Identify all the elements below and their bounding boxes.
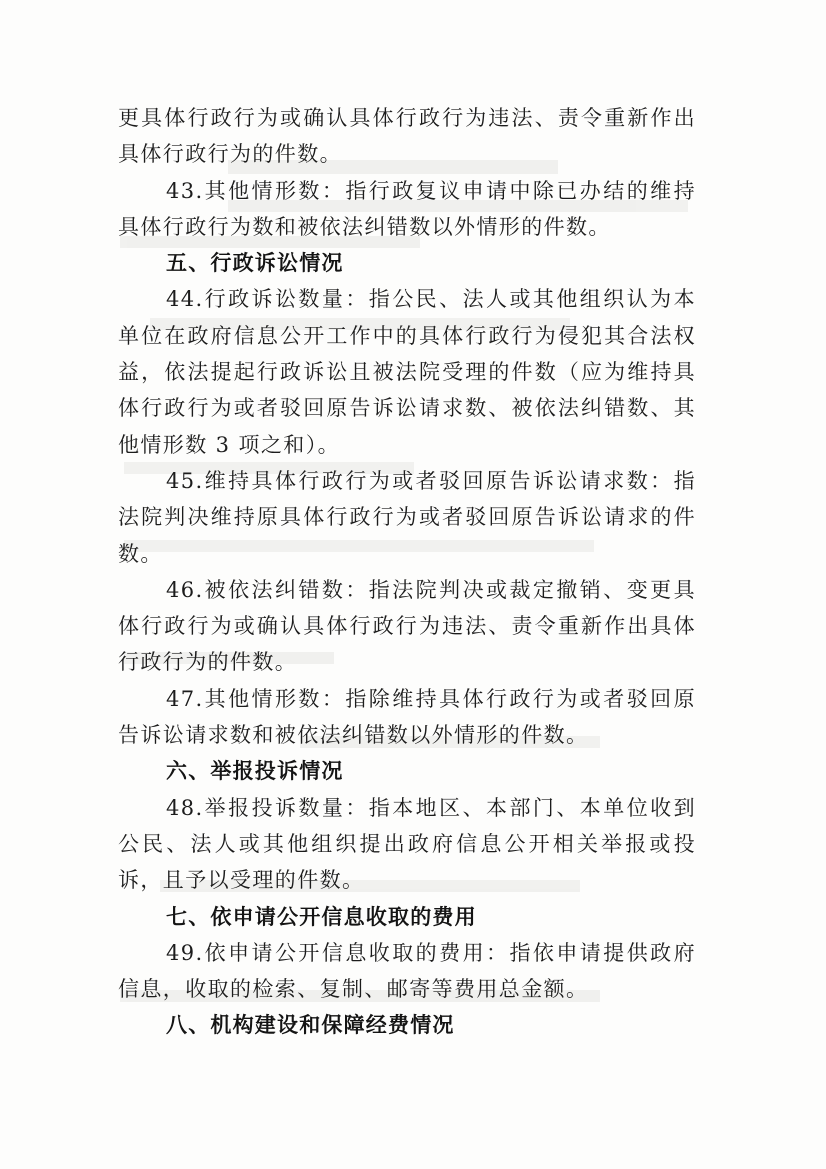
section-heading-5: 五、行政诉讼情况 <box>166 251 344 276</box>
section-heading-7: 七、依申请公开信息收取的费用 <box>166 904 477 929</box>
document-body <box>118 100 696 1044</box>
paragraph-item-43: 43.其他情形数：指行政复议申请中除已办结的维持具体行政行为数和被依法纠错数以外情形的件数。 <box>118 178 696 239</box>
section-heading-6: 六、举报投诉情况 <box>166 759 344 784</box>
paragraph-item-44: 44.行政诉讼数量：指公民、法人或其他组织认为本单位在政府信息公开工作中的具体行政行为侵犯其合法权益，依法提起行政诉讼且被法院受理的件数（应为维持具体行政行为或者驳回原告诉讼请求数、被依法纠错数、其他情形数 3 项之和）。 <box>118 287 696 457</box>
paragraph-item-45: 45.维持具体行政行为或者驳回原告诉讼请求数：指法院判决维持原具体行政行为或者驳回原告诉讼请求的件数。 <box>118 468 696 566</box>
paragraph-item-46: 46.被依法纠错数：指法院判决或裁定撤销、变更具体行政行为或确认具体行政行为违法、责令重新作出具体行政行为的件数。 <box>118 577 696 675</box>
paragraph-item-49: 49.依申请公开信息收取的费用：指依申请提供政府信息，收取的检索、复制、邮寄等费用总金额。 <box>118 940 696 1002</box>
paragraph-continuation: 更具体行政行为或确认具体行政行为违法、责令重新作出具体行政行为的件数。 <box>118 106 696 167</box>
section-heading-8: 八、机构建设和保障经费情况 <box>166 1013 455 1038</box>
paragraph-item-47: 47.其他情形数：指除维持具体行政行为或者驳回原告诉讼请求数和被依法纠错数以外情形的件数。 <box>118 686 696 748</box>
paragraph-item-48: 48.举报投诉数量：指本地区、本部门、本单位收到公民、法人或其他组织提出政府信息公开相关举报或投诉，且予以受理的件数。 <box>118 795 696 893</box>
